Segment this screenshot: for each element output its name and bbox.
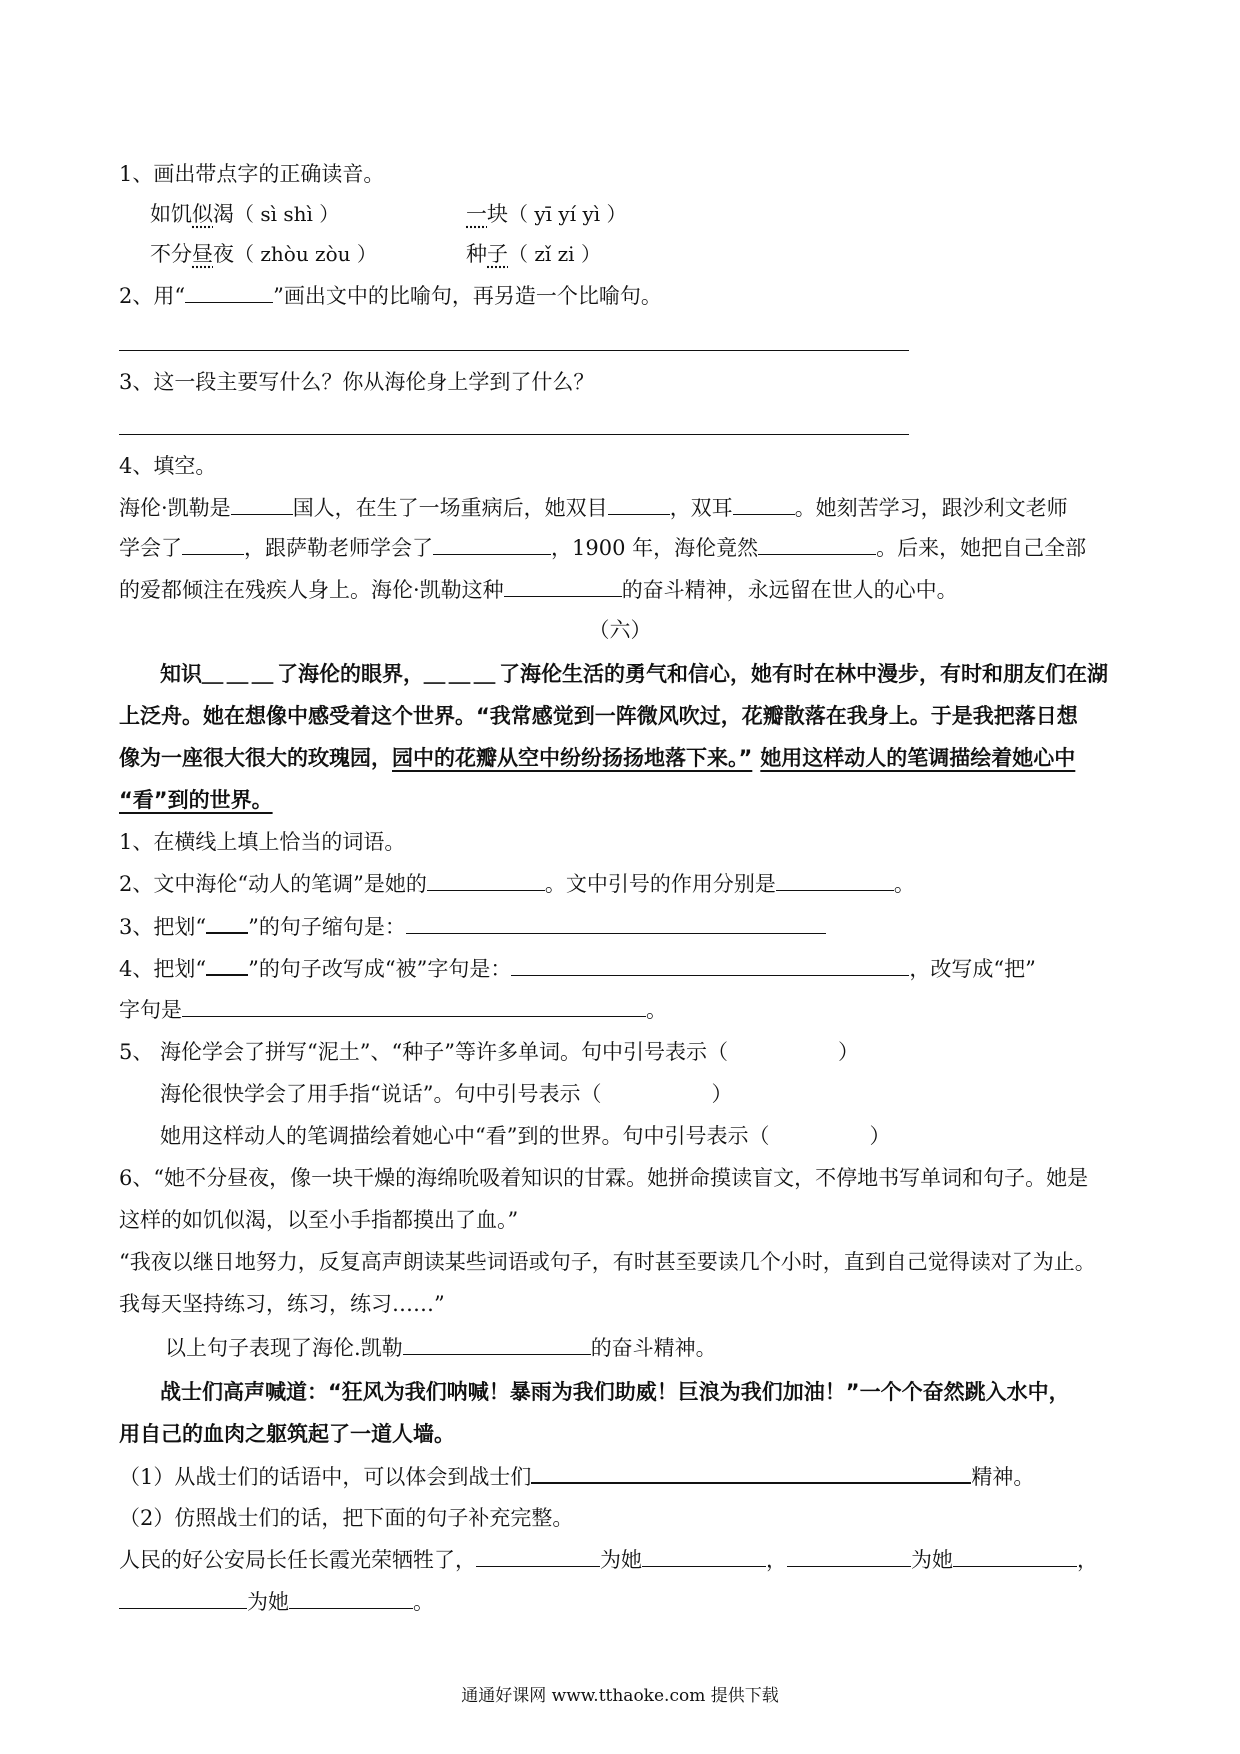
blank[interactable] bbox=[531, 1462, 971, 1484]
s6-q5-line3: 她用这样动人的笔调描绘着她心中“看”到的世界。句中引号表示（ ） bbox=[160, 1124, 891, 1148]
blank[interactable] bbox=[182, 534, 244, 555]
s5-q1a-pinyin: （ sì shì ） bbox=[234, 202, 340, 226]
s5-q1: 1、画出带点字的正确读音。 bbox=[119, 162, 385, 186]
section-heading: （六） bbox=[588, 618, 652, 642]
blank[interactable] bbox=[758, 534, 876, 555]
s5-q2: 2、用“ ”画出文中的比喻句，再另造一个比喻句。 bbox=[119, 284, 662, 308]
blank[interactable] bbox=[182, 996, 646, 1017]
s7-q2-line1: 人民的好公安局长任长霞光荣牺牲了， 为她 ， 为她 ， bbox=[119, 1548, 1098, 1572]
s6-q6-line1: 6、“她不分昼夜，像一块干燥的海绵吮吸着知识的甘霖。她拼命摸读盲文，不停地书写单词和句子。她是 bbox=[119, 1166, 1089, 1190]
s5-q1-row1b: 一块（ yī yí yì ） bbox=[466, 202, 627, 226]
s5-q1a-word: 如饥似渴 bbox=[150, 202, 234, 226]
s5-q4-line3: 的爱都倾注在残疾人身上。海伦·凯勒这种 的奋斗精神，永远留在世人的心中。 bbox=[119, 578, 958, 602]
s7-passage-line2: 用自己的血肉之躯筑起了一道人墙。 bbox=[119, 1422, 455, 1446]
blank[interactable] bbox=[433, 534, 551, 555]
blank[interactable] bbox=[733, 494, 795, 515]
s6-q6-line5: 以上句子表现了海伦.凯勒 的奋斗精神。 bbox=[165, 1336, 717, 1360]
blank[interactable] bbox=[289, 1588, 413, 1609]
s7-q1: （1）从战士们的话语中，可以体会到战士们 精神。 bbox=[119, 1462, 1034, 1491]
blank[interactable] bbox=[504, 576, 622, 597]
s6-q6-line3: “我夜以继日地努力，反复高声朗读某些词语或句子，有时甚至要读几个小时，直到自己觉得读对了为止。 bbox=[119, 1250, 1096, 1274]
blank[interactable] bbox=[776, 870, 894, 891]
s6-passage-line1: 知识＿＿＿了海伦的眼界，＿＿＿了海伦生活的勇气和信心，她有时在林中漫步，有时和朋友们在湖 bbox=[160, 662, 1108, 686]
s6-passage-line4: “看”到的世界。 bbox=[119, 788, 273, 812]
s5-q4-line2: 学会了 ，跟萨勒老师学会了 ，1900 年，海伦竟然 。后来，她把自己全部 bbox=[119, 536, 1087, 560]
s5-q3: 3、这一段主要写什么？你从海伦身上学到了什么？ bbox=[119, 370, 595, 394]
s6-q4-line1: 4、把划“ ”的句子改写成“被”字句是： ，改写成“把” bbox=[119, 954, 1036, 983]
blank[interactable] bbox=[403, 1334, 591, 1355]
s6-passage-line3: 像为一座很大很大的玫瑰园，园中的花瓣从空中纷纷扬扬地落下来。” 她用这样动人的笔调描绘着她心中 bbox=[119, 746, 1076, 770]
blank[interactable] bbox=[953, 1546, 1077, 1567]
s5-q1d-pinyin: （ zǐ zi ） bbox=[508, 242, 601, 266]
s5-q1-row2b: 种子（ zǐ zi ） bbox=[466, 242, 601, 266]
blank[interactable] bbox=[511, 955, 909, 976]
s5-q1-row2: 不分昼夜（ zhòu zòu ） bbox=[150, 242, 377, 266]
s6-q2: 2、文中海伦“动人的笔调”是她的 。文中引号的作用分别是 。 bbox=[119, 872, 915, 896]
s6-passage-line2: 上泛舟。她在想像中感受着这个世界。“我常感觉到一阵微风吹过，花瓣散落在我身上。于是我把落日想 bbox=[119, 704, 1078, 728]
blank[interactable] bbox=[119, 1588, 247, 1609]
blank[interactable] bbox=[427, 870, 545, 891]
s6-q6-line4: 我每天坚持练习，练习，练习……” bbox=[119, 1292, 445, 1316]
page-footer: 通通好课网 www.tthaoke.com 提供下载 bbox=[461, 1686, 779, 1706]
s7-passage-line1: 战士们高声喊道：“狂风为我们呐喊！暴雨为我们助威！巨浪为我们加油！”一个个奋然跳入水中， bbox=[160, 1380, 1070, 1404]
blank[interactable] bbox=[608, 494, 670, 515]
s6-q4-line2: 字句是 。 bbox=[119, 998, 667, 1022]
blank bbox=[206, 912, 248, 934]
s5-q4: 4、填空。 bbox=[119, 454, 217, 478]
s5-q1b-pinyin: （ yī yí yì ） bbox=[508, 202, 627, 226]
s6-q5-line2: 海伦很快学会了用手指“说话”。句中引号表示（ ） bbox=[160, 1082, 733, 1106]
answer-line[interactable] bbox=[119, 350, 909, 351]
blank[interactable] bbox=[231, 494, 293, 515]
blank[interactable] bbox=[406, 913, 826, 934]
s5-q4-line1: 海伦·凯勒是 国人，在生了一场重病后，她双目 ，双耳 。她刻苦学习，跟沙利文老师 bbox=[119, 496, 1068, 520]
blank[interactable] bbox=[476, 1546, 600, 1567]
s7-q2: （2）仿照战士们的话，把下面的句子补充完整。 bbox=[119, 1506, 574, 1530]
s6-q3: 3、把划“ ”的句子缩句是： bbox=[119, 912, 826, 941]
s6-q1: 1、在横线上填上恰当的词语。 bbox=[119, 830, 406, 854]
s5-q1-row1 bbox=[150, 200, 339, 228]
s7-q2-line2: 为她 。 bbox=[119, 1588, 434, 1616]
blank[interactable] bbox=[185, 282, 273, 303]
blank[interactable] bbox=[787, 1546, 911, 1567]
s6-q6-line2: 这样的如饥似渴，以至小手指都摸出了血。” bbox=[119, 1208, 519, 1232]
blank[interactable] bbox=[642, 1546, 766, 1567]
blank bbox=[206, 954, 248, 976]
s5-q1c-pinyin: （ zhòu zòu ） bbox=[234, 242, 377, 266]
s6-q5-line1: 5、 海伦学会了拼写“泥土”、“种子”等许多单词。句中引号表示（ ） bbox=[119, 1040, 859, 1064]
answer-line[interactable] bbox=[119, 434, 909, 435]
